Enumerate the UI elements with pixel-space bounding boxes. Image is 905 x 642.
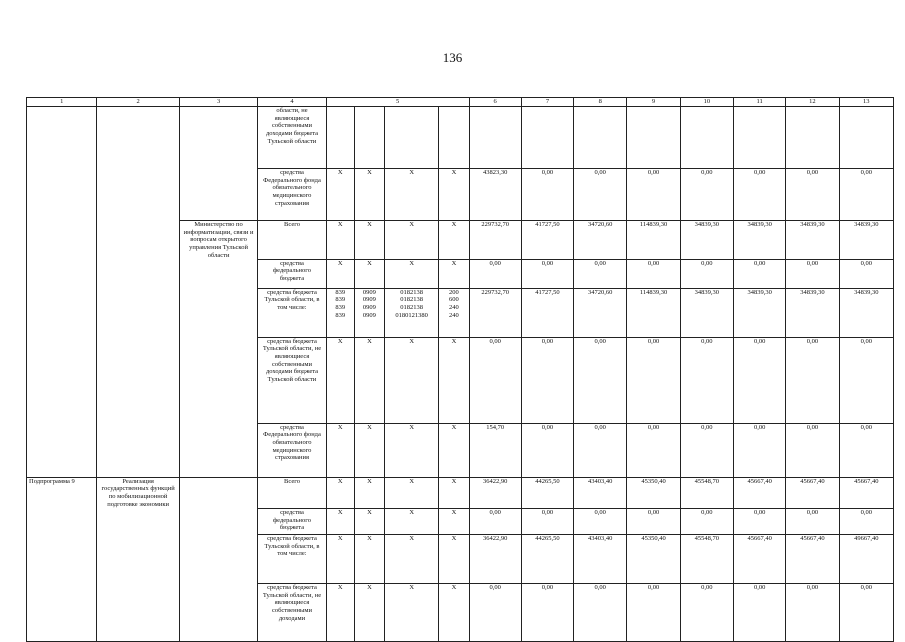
amount-cell: 0,00 xyxy=(574,337,627,423)
amount-cell: 0,00 xyxy=(733,423,785,477)
amount-cell: 0,00 xyxy=(627,337,680,423)
budget-code-cell: X xyxy=(326,508,354,534)
program-name-cell xyxy=(97,534,179,583)
amount-cell: 44265,50 xyxy=(521,477,573,508)
amount-cell xyxy=(469,107,521,169)
budget-code-cell: X xyxy=(326,583,354,641)
budget-code-cell xyxy=(385,288,439,337)
col-header-10: 10 xyxy=(680,98,733,107)
budget-code-line: 839 xyxy=(335,288,346,296)
amount-cell: 0,00 xyxy=(680,169,733,221)
budget-code-cell: X xyxy=(385,534,439,583)
table-row xyxy=(27,169,894,221)
col-header-1: 1 xyxy=(27,98,97,107)
amount-cell: 0,00 xyxy=(521,337,573,423)
budget-code-cell xyxy=(439,288,469,337)
budget-code-cell: X xyxy=(385,221,439,260)
budget-code-cell: X xyxy=(385,423,439,477)
budget-code-cell: X xyxy=(385,169,439,221)
amount-cell: 0,00 xyxy=(839,423,893,477)
amount-cell: 34839,30 xyxy=(786,288,839,337)
amount-cell: 45667,40 xyxy=(786,534,839,583)
funding-source-cell: средства Федерального фонда обязательного медицинского страхования xyxy=(258,169,326,221)
budget-code-cell: X xyxy=(354,337,384,423)
program-name-cell xyxy=(97,259,179,288)
table-row xyxy=(27,477,894,508)
amount-cell: 0,00 xyxy=(521,169,573,221)
amount-cell: 45548,70 xyxy=(680,534,733,583)
amount-cell: 0,00 xyxy=(733,583,785,641)
amount-cell xyxy=(839,107,893,169)
budget-code-cell: X xyxy=(385,583,439,641)
amount-cell: 45667,40 xyxy=(786,477,839,508)
budget-code-cell: X xyxy=(439,508,469,534)
funding-source-cell: средства бюджета Тульской области, в том числе: xyxy=(258,534,326,583)
budget-code-cell: X xyxy=(354,423,384,477)
budget-code-cell: X xyxy=(326,169,354,221)
amount-cell: 0,00 xyxy=(574,508,627,534)
amount-cell: 34839,30 xyxy=(839,288,893,337)
column-number-row xyxy=(27,98,894,107)
executor-cell xyxy=(179,534,257,583)
col-header-2: 2 xyxy=(97,98,179,107)
budget-table xyxy=(26,97,894,642)
amount-cell: 0,00 xyxy=(786,337,839,423)
program-name-cell xyxy=(97,337,179,423)
program-name-cell xyxy=(97,583,179,641)
budget-code-line: 0909 xyxy=(362,304,376,312)
col-header-12: 12 xyxy=(786,98,839,107)
amount-cell: 34839,30 xyxy=(839,221,893,260)
budget-code-cell xyxy=(354,288,384,337)
amount-cell: 34720,60 xyxy=(574,221,627,260)
amount-cell: 0,00 xyxy=(521,583,573,641)
amount-cell: 0,00 xyxy=(680,508,733,534)
amount-cell: 0,00 xyxy=(680,259,733,288)
amount-cell: 0,00 xyxy=(786,583,839,641)
funding-source-cell: области, не являющиеся собственными доходами бюджета Тульской области xyxy=(258,107,326,169)
amount-cell: 34839,30 xyxy=(733,288,785,337)
amount-cell: 0,00 xyxy=(839,169,893,221)
amount-cell: 0,00 xyxy=(469,259,521,288)
amount-cell: 34839,30 xyxy=(680,221,733,260)
budget-code-cell: X xyxy=(354,221,384,260)
amount-cell xyxy=(521,107,573,169)
table-body xyxy=(27,98,894,642)
budget-code-cell: X xyxy=(354,583,384,641)
budget-code-line: 0182138 xyxy=(400,296,424,304)
amount-cell: 0,00 xyxy=(733,508,785,534)
table-row xyxy=(27,259,894,288)
executor-cell xyxy=(179,288,257,337)
budget-code-line: 240 xyxy=(449,304,459,312)
amount-cell: 0,00 xyxy=(786,508,839,534)
amount-cell: 114839,30 xyxy=(627,288,680,337)
budget-code-line: 0180121380 xyxy=(395,311,428,319)
amount-cell: 0,00 xyxy=(733,169,785,221)
amount-cell: 44265,50 xyxy=(521,534,573,583)
amount-cell: 229732,70 xyxy=(469,221,521,260)
table-row xyxy=(27,423,894,477)
col-header-5: 5 xyxy=(326,98,469,107)
amount-cell: 0,00 xyxy=(680,337,733,423)
amount-cell xyxy=(786,107,839,169)
amount-cell: 0,00 xyxy=(627,583,680,641)
executor-cell xyxy=(179,508,257,534)
amount-cell: 0,00 xyxy=(786,259,839,288)
table-row xyxy=(27,534,894,583)
executor-cell xyxy=(179,477,257,508)
col-header-3: 3 xyxy=(179,98,257,107)
amount-cell xyxy=(733,107,785,169)
budget-code-cell: X xyxy=(439,169,469,221)
program-name-cell xyxy=(97,423,179,477)
amount-cell: 45350,40 xyxy=(627,477,680,508)
executor-cell xyxy=(179,583,257,641)
col-header-4: 4 xyxy=(258,98,326,107)
amount-cell: 45667,40 xyxy=(733,534,785,583)
table-row xyxy=(27,221,894,260)
budget-code-cell: X xyxy=(439,221,469,260)
amount-cell: 45548,70 xyxy=(680,477,733,508)
amount-cell: 0,00 xyxy=(521,259,573,288)
budget-code-cell: X xyxy=(385,508,439,534)
amount-cell: 34839,30 xyxy=(786,221,839,260)
amount-cell: 0,00 xyxy=(680,423,733,477)
amount-cell: 43403,40 xyxy=(574,534,627,583)
table-row xyxy=(27,107,894,169)
amount-cell: 0,00 xyxy=(469,583,521,641)
budget-code-line: 0909 xyxy=(362,288,376,296)
budget-code-cell: X xyxy=(326,477,354,508)
budget-code-cell: X xyxy=(326,423,354,477)
amount-cell: 0,00 xyxy=(733,259,785,288)
table-row xyxy=(27,288,894,337)
budget-code-cell: X xyxy=(354,169,384,221)
amount-cell: 0,00 xyxy=(627,169,680,221)
budget-code-cell: X xyxy=(385,259,439,288)
budget-code-cell: X xyxy=(385,337,439,423)
funding-source-cell: средства Федерального фонда обязательного медицинского страхования xyxy=(258,423,326,477)
table-row xyxy=(27,337,894,423)
amount-cell: 45667,40 xyxy=(839,477,893,508)
budget-code-line: 0909 xyxy=(362,296,376,304)
budget-code-line: 0182138 xyxy=(400,288,424,296)
amount-cell: 0,00 xyxy=(839,259,893,288)
amount-cell xyxy=(680,107,733,169)
program-name-cell: Реализация государственных функций по мобилизационной подготовке экономики xyxy=(97,477,179,508)
budget-code-cell xyxy=(439,107,469,169)
budget-code-cell: X xyxy=(439,583,469,641)
executor-cell: Министерство по информатизации, связи и вопросам открытого управления Тульской области xyxy=(179,221,257,260)
executor-cell xyxy=(179,259,257,288)
amount-cell: 0,00 xyxy=(627,423,680,477)
amount-cell: 114839,30 xyxy=(627,221,680,260)
amount-cell: 0,00 xyxy=(574,259,627,288)
funding-source-cell: средства федерального бюджета xyxy=(258,508,326,534)
amount-cell: 0,00 xyxy=(574,423,627,477)
budget-code-cell xyxy=(354,107,384,169)
budget-code-line: 0909 xyxy=(362,311,376,319)
program-cell xyxy=(27,169,97,221)
budget-code-cell: X xyxy=(439,259,469,288)
amount-cell: 0,00 xyxy=(839,337,893,423)
amount-cell: 0,00 xyxy=(469,508,521,534)
amount-cell: 0,00 xyxy=(733,337,785,423)
program-cell xyxy=(27,221,97,260)
budget-code-line: 839 xyxy=(335,296,346,304)
amount-cell: 0,00 xyxy=(521,423,573,477)
amount-cell: 0,00 xyxy=(839,508,893,534)
amount-cell: 0,00 xyxy=(786,423,839,477)
amount-cell: 154,70 xyxy=(469,423,521,477)
program-cell: Подпрограмма 9 xyxy=(27,477,97,508)
page-number: 136 xyxy=(442,50,463,65)
amount-cell: 0,00 xyxy=(521,508,573,534)
amount-cell: 0,00 xyxy=(627,508,680,534)
program-name-cell xyxy=(97,508,179,534)
program-cell xyxy=(27,508,97,534)
amount-cell: 0,00 xyxy=(574,583,627,641)
col-header-9: 9 xyxy=(627,98,680,107)
amount-cell xyxy=(627,107,680,169)
amount-cell: 0,00 xyxy=(469,337,521,423)
budget-code-cell xyxy=(326,107,354,169)
budget-code-cell: X xyxy=(439,477,469,508)
program-cell xyxy=(27,534,97,583)
amount-cell: 43403,40 xyxy=(574,477,627,508)
funding-source-cell: Всего xyxy=(258,221,326,260)
amount-cell: 229732,70 xyxy=(469,288,521,337)
table-row xyxy=(27,583,894,641)
amount-cell: 0,00 xyxy=(839,583,893,641)
budget-code-line: 0182138 xyxy=(400,304,424,312)
amount-cell: 41727,50 xyxy=(521,288,573,337)
budget-code-cell: X xyxy=(439,423,469,477)
amount-cell: 0,00 xyxy=(574,169,627,221)
budget-code-cell: X xyxy=(326,337,354,423)
executor-cell xyxy=(179,169,257,221)
col-header-11: 11 xyxy=(733,98,785,107)
amount-cell: 0,00 xyxy=(680,583,733,641)
program-cell xyxy=(27,423,97,477)
amount-cell: 34720,60 xyxy=(574,288,627,337)
amount-cell: 45350,40 xyxy=(627,534,680,583)
program-cell xyxy=(27,107,97,169)
program-cell xyxy=(27,259,97,288)
budget-code-cell xyxy=(385,107,439,169)
executor-cell xyxy=(179,337,257,423)
budget-code-cell: X xyxy=(326,259,354,288)
budget-code-line: 600 xyxy=(449,296,459,304)
budget-code-line: 200 xyxy=(449,288,459,296)
funding-source-cell: средства бюджета Тульской области, в том числе: xyxy=(258,288,326,337)
funding-source-cell: средства федерального бюджета xyxy=(258,259,326,288)
funding-source-cell: Всего xyxy=(258,477,326,508)
col-header-8: 8 xyxy=(574,98,627,107)
budget-code-cell: X xyxy=(439,534,469,583)
amount-cell: 45667,40 xyxy=(733,477,785,508)
budget-code-line: 240 xyxy=(449,311,459,319)
amount-cell: 49667,40 xyxy=(839,534,893,583)
budget-code-cell: X xyxy=(439,337,469,423)
program-cell xyxy=(27,337,97,423)
amount-cell: 43823,30 xyxy=(469,169,521,221)
amount-cell: 41727,50 xyxy=(521,221,573,260)
amount-cell: 34839,30 xyxy=(680,288,733,337)
budget-code-cell: X xyxy=(354,508,384,534)
amount-cell: 0,00 xyxy=(786,169,839,221)
program-name-cell xyxy=(97,221,179,260)
budget-code-cell xyxy=(326,288,354,337)
amount-cell: 36422,90 xyxy=(469,477,521,508)
col-header-13: 13 xyxy=(839,98,893,107)
budget-code-line: 839 xyxy=(335,304,346,312)
budget-code-cell: X xyxy=(326,221,354,260)
program-cell xyxy=(27,288,97,337)
budget-code-cell: X xyxy=(385,477,439,508)
budget-code-cell: X xyxy=(354,477,384,508)
funding-source-cell: средства бюджета Тульской области, не являющиеся собственными доходами xyxy=(258,583,326,641)
executor-cell xyxy=(179,107,257,169)
program-cell xyxy=(27,583,97,641)
amount-cell: 34839,30 xyxy=(733,221,785,260)
col-header-7: 7 xyxy=(521,98,573,107)
amount-cell xyxy=(574,107,627,169)
program-name-cell xyxy=(97,107,179,169)
program-name-cell xyxy=(97,169,179,221)
funding-source-cell: средства бюджета Тульской области, не являющиеся собственными доходами бюджета Тульской области xyxy=(258,337,326,423)
amount-cell: 36422,90 xyxy=(469,534,521,583)
budget-code-cell: X xyxy=(326,534,354,583)
budget-code-line: 839 xyxy=(335,311,346,319)
col-header-6: 6 xyxy=(469,98,521,107)
table-row xyxy=(27,508,894,534)
budget-code-cell: X xyxy=(354,259,384,288)
executor-cell xyxy=(179,423,257,477)
program-name-cell xyxy=(97,288,179,337)
amount-cell: 0,00 xyxy=(627,259,680,288)
budget-code-cell: X xyxy=(354,534,384,583)
